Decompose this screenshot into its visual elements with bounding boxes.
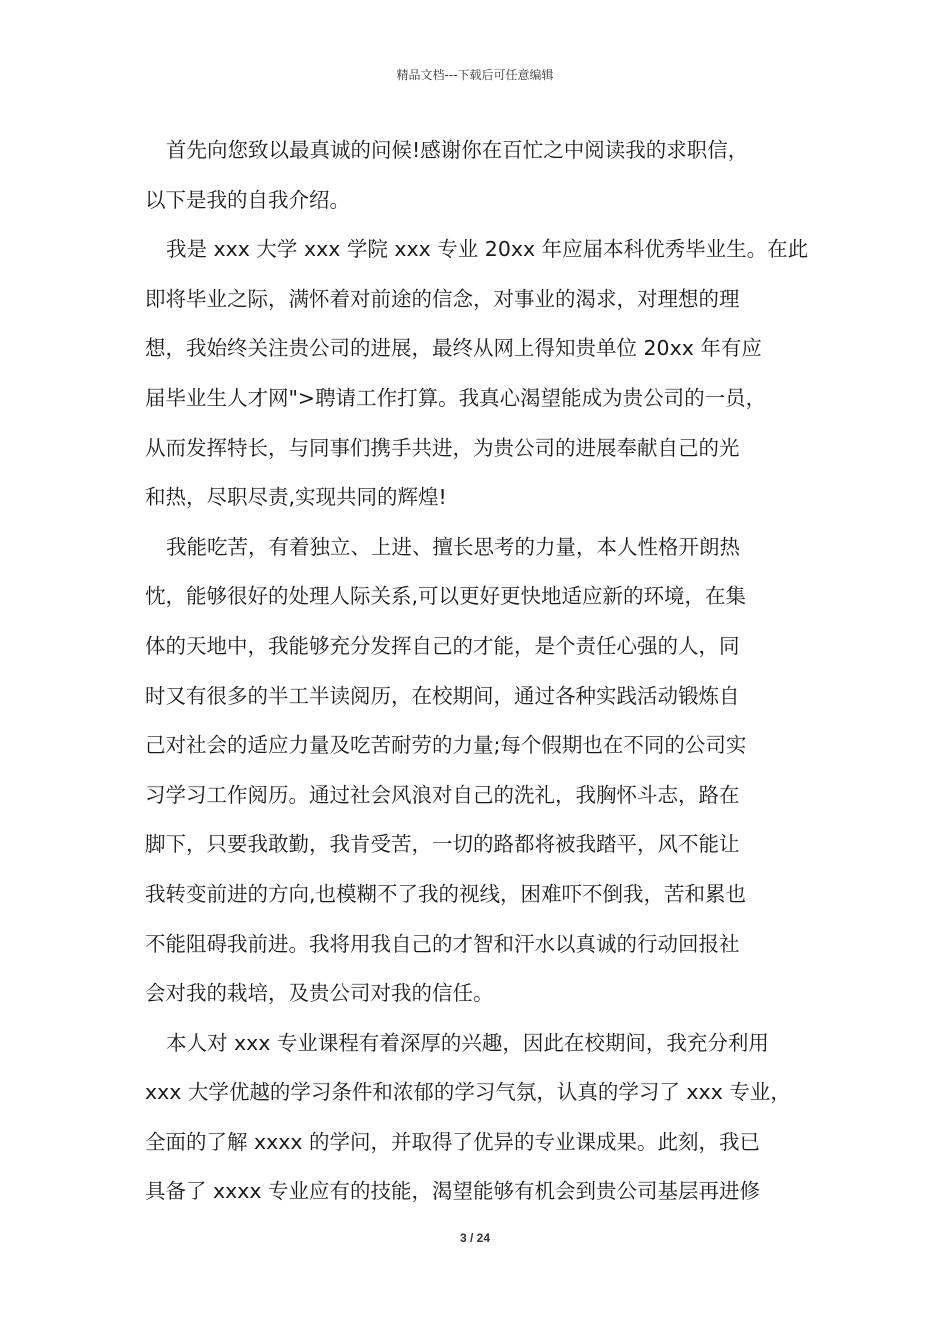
paragraph-2-line-4: 届毕业生人才网">聘请工作打算。我真心渴望能成为贵公司的一员， (145, 385, 767, 410)
paragraph-3-line-8: 我转变前进的方向,也模糊不了我的视线，困难吓不倒我，苦和累也 (145, 881, 747, 906)
paragraph-4-line-1: 本人对 xxx 专业课程有着深厚的兴趣，因此在校期间，我充分利用 (166, 1030, 769, 1055)
paragraph-3-line-2: 忱，能够很好的处理人际关系,可以更好更快地适应新的环境，在集 (145, 584, 747, 609)
paragraph-1-line-1: 首先向您致以最真诚的问候!感谢你在百忙之中阅读我的求职信， (166, 138, 749, 162)
paragraph-3-line-1: 我能吃苦，有着独立、上进、擅长思考的力量，本人性格开朗热 (166, 534, 740, 559)
page-number: 3 / 24 (459, 1231, 491, 1245)
paragraph-3-line-10: 会对我的栽培，及贵公司对我的信任。 (145, 981, 494, 1006)
paragraph-3-line-4: 时又有很多的半工半读阅历，在校期间，通过各种实践活动锻炼自 (145, 683, 740, 708)
paragraph-3-line-7: 脚下，只要我敢勤，我肯受苦，一切的路都将被我踏平，风不能让 (145, 832, 740, 857)
letter-body (145, 126, 825, 1217)
page-header: 精品文档---下载后可任意编辑 (396, 68, 554, 82)
paragraph-3-line-6: 习学习工作阅历。通过社会风浪对自己的洗礼，我胸怀斗志，路在 (145, 782, 740, 807)
paragraph-4-line-2: xxx 大学优越的学习条件和浓郁的学习气氛，认真的学习了 xxx 专业， (145, 1080, 791, 1105)
paragraph-2-line-2: 即将毕业之际，满怀着对前途的信念，对事业的渴求，对理想的理 (145, 286, 740, 311)
paragraph-2-line-1: 我是 xxx 大学 xxx 学院 xxx 专业 20xx 年应届本科优秀毕业生。在此 (166, 237, 809, 262)
paragraph-2-line-6: 和热，尽职尽责,实现共同的辉煌! (145, 485, 447, 510)
paragraph-2-line-5: 从而发挥特长，与同事们携手共进，为贵公司的进展奉献自己的光 (145, 435, 740, 460)
paragraph-4-line-3: 全面的了解 xxxx 的学问，并取得了优异的专业课成果。此刻，我已 (145, 1129, 761, 1154)
paragraph-3-line-9: 不能阻碍我前进。我将用我自己的才智和汗水以真诚的行动回报社 (145, 931, 740, 956)
paragraph-3-line-3: 体的天地中，我能够充分发挥自己的才能，是个责任心强的人，同 (145, 633, 740, 658)
paragraph-3-line-5: 己对社会的适应力量及吃苦耐劳的力量;每个假期也在不同的公司实 (145, 733, 747, 758)
paragraph-4-line-4: 具备了 xxxx 专业应有的技能，渴望能够有机会到贵公司基层再进修 (145, 1179, 761, 1204)
paragraph-1-line-2: 以下是我的自我介绍。 (145, 187, 350, 212)
paragraph-2-line-3: 想，我始终关注贵公司的进展，最终从网上得知贵单位 20xx 年有应 (145, 336, 762, 361)
